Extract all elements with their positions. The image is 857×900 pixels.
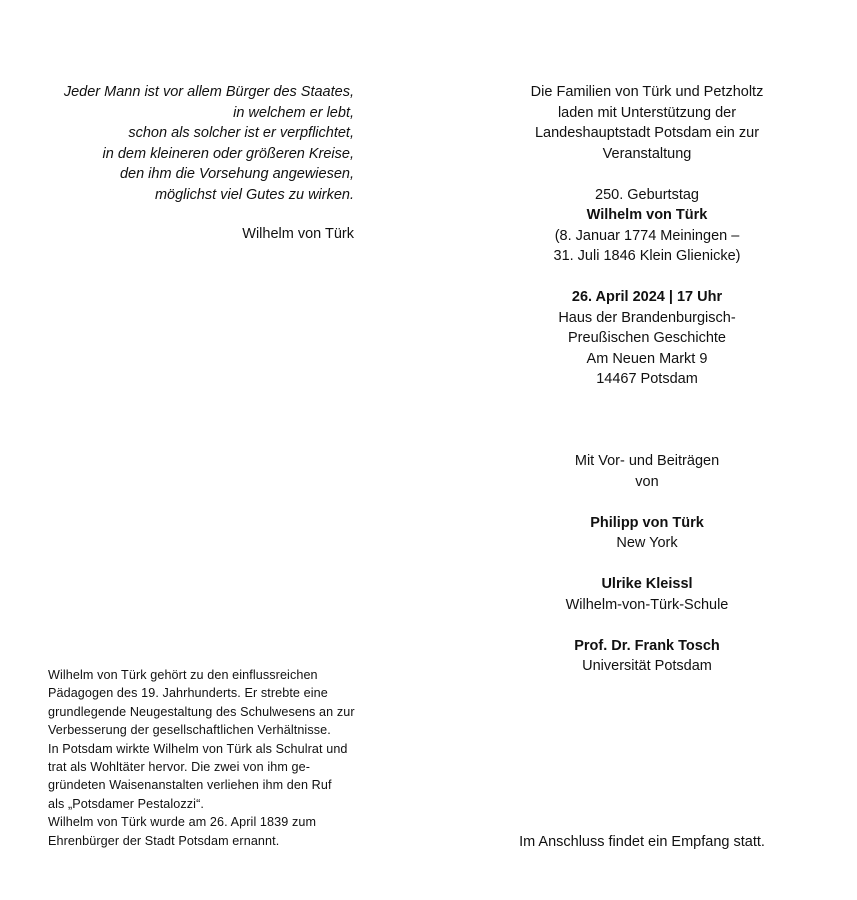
intro-line: Landeshauptstadt Potsdam ein zur [534, 125, 760, 141]
quote-line: schon als solcher ist er verpflichtet, [128, 125, 354, 141]
bio-line: Pädagogen des 19. Jahrhunderts. Er strebte eine [48, 686, 328, 701]
quote-author: Wilhelm von Türk [242, 226, 354, 242]
bio-line: Wilhelm von Türk gehört zu den einflussreichen [48, 668, 318, 682]
speaker-affiliation: New York [616, 535, 678, 551]
biography-block [48, 666, 398, 850]
contributions-heading: Mit Vor- und Beiträgen [574, 453, 720, 469]
bio-line: In Potsdam wirkte Wilhelm von Türk als Schulrat und [48, 741, 348, 756]
venue-line: 14467 Potsdam [596, 371, 698, 387]
bio-line: gründeten Waisenanstalten verliehen ihm den Ruf [48, 778, 332, 793]
occasion: 250. Geburtstag [595, 186, 699, 203]
reception-note: Im Anschluss findet ein Empfang statt. [519, 834, 765, 850]
spacer [487, 390, 807, 452]
spacer [487, 267, 807, 288]
invitation-block [487, 82, 807, 677]
life-dates: (8. Januar 1774 Meiningen – [554, 227, 740, 244]
quote-line: den ihm die Vorsehung angewiesen, [119, 166, 354, 182]
intro-line: Die Familien von Türk und Petzholtz [530, 84, 764, 100]
event-datetime: 26. April 2024 | 17 Uhr [571, 289, 723, 305]
quote-line: Jeder Mann ist vor allem Bürger des Staates, [63, 84, 354, 100]
quote-line: möglichst viel Gutes zu wirken. [154, 186, 354, 203]
quote-line: in dem kleineren oder größeren Kreise, [102, 145, 354, 162]
contributions-heading: von [635, 473, 659, 490]
bio-line: Wilhelm von Türk wurde am 26. April 1839 zum [48, 815, 317, 830]
quote-block [20, 82, 354, 205]
bio-line: als „Potsdamer Pestalozzi“. [48, 796, 204, 811]
speaker-affiliation: Wilhelm-von-Türk-Schule [565, 596, 729, 613]
speaker-name: Philipp von Türk [590, 514, 704, 531]
speaker-name: Prof. Dr. Frank Tosch [574, 637, 720, 654]
venue-line: Am Neuen Markt 9 [586, 350, 708, 367]
spacer [487, 615, 807, 636]
intro-line: Veranstaltung [602, 145, 692, 162]
venue-line: Haus der Brandenburgisch- [558, 309, 736, 326]
life-dates: 31. Juli 1846 Klein Glienicke) [553, 248, 741, 264]
bio-line: trat als Wohltäter hervor. Die zwei von ihm ge- [48, 760, 311, 775]
honoree-name: Wilhelm von Türk [586, 207, 708, 223]
venue-line: Preußischen Geschichte [568, 330, 726, 346]
intro-line: laden mit Unterstützung der [557, 104, 737, 121]
bio-line: grundlegende Neugestaltung des Schulwesens an zur [48, 704, 355, 719]
spacer [487, 164, 807, 185]
spacer [487, 554, 807, 575]
bio-line: Ehrenbürger der Stadt Potsdam ernannt. [48, 833, 280, 848]
spacer [487, 492, 807, 513]
quote-line: in welchem er lebt, [233, 104, 354, 121]
speaker-name: Ulrike Kleissl [601, 576, 693, 592]
bio-line: Verbesserung der gesellschaftlichen Verhältnisse. [48, 723, 331, 738]
speaker-affiliation: Universität Potsdam [582, 658, 712, 674]
